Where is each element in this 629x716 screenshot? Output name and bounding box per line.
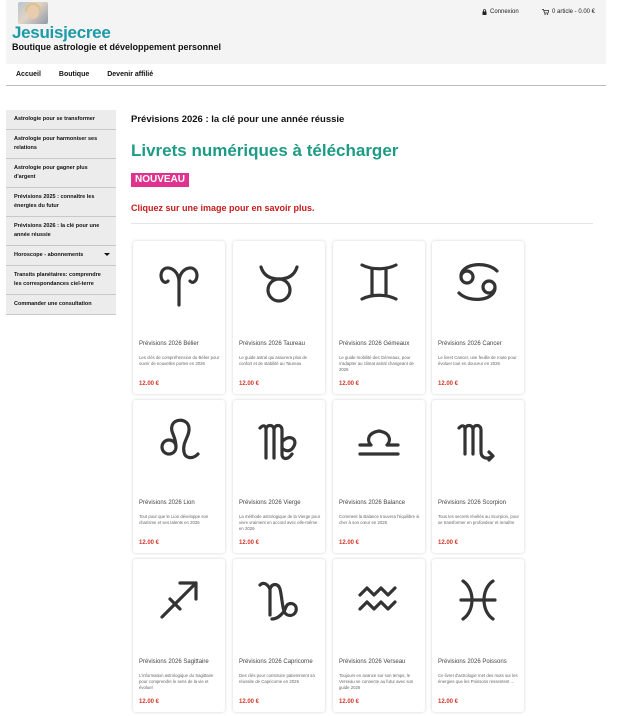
product-title[interactable]: Prévisions 2026 Cancer xyxy=(438,341,502,347)
product-price: 12.00 € xyxy=(339,381,360,387)
lock-icon xyxy=(482,9,487,15)
product-title[interactable]: Prévisions 2026 Taureau xyxy=(239,341,305,347)
product-price: 12.00 € xyxy=(438,699,459,705)
product-description: Ce livret d'astrologie met des mots sur les énergies que les Poissons ressentent ... xyxy=(438,673,518,685)
taurus-icon[interactable] xyxy=(252,255,306,309)
sidebar-item-previsions-2026[interactable]: Prévisions 2026 : la clé pour une année réussie xyxy=(6,217,116,246)
product-card[interactable] xyxy=(333,241,425,394)
product-description: L'information astrologique du Sagittaire pour comprendre le sens de la vie et évoluer xyxy=(139,673,214,691)
product-description: Toujours en avance sur son temps, le Verseau se connecte au futur avec son guide 2026 xyxy=(339,673,414,691)
leo-icon[interactable] xyxy=(152,414,206,468)
pisces-icon[interactable] xyxy=(451,573,505,627)
product-description: Tout pour que le Lion développe son charisme et ses talents en 2026 xyxy=(139,514,209,526)
gemini-icon[interactable] xyxy=(352,255,406,309)
sidebar-item-transformer[interactable]: Astrologie pour se transformer xyxy=(6,110,116,130)
section-title: Livrets numériques à télécharger xyxy=(131,141,399,160)
sidebar-item-argent[interactable]: Astrologie pour gagner plus d'argent xyxy=(6,159,116,188)
product-price: 12.00 € xyxy=(139,381,160,387)
product-title[interactable]: Prévisions 2026 Capricorne xyxy=(239,659,313,665)
product-title[interactable]: Prévisions 2026 Poissons xyxy=(438,659,507,665)
product-card[interactable] xyxy=(333,400,425,553)
product-description: Comment la Balance trouvera l'équilibre si cher à son cœur en 2026 xyxy=(339,514,420,526)
product-price: 12.00 € xyxy=(438,540,459,546)
cart-link[interactable] xyxy=(542,9,595,15)
product-title[interactable]: Prévisions 2026 Lion xyxy=(139,500,195,506)
product-price: 12.00 € xyxy=(139,540,160,546)
cancer-icon[interactable] xyxy=(451,255,505,309)
nav-item-accueil[interactable]: Accueil xyxy=(16,71,41,78)
aquarius-icon[interactable] xyxy=(352,573,406,627)
site-tagline: Boutique astrologie et développement personnel xyxy=(12,42,222,52)
product-description: Tous les secrets révélés au Scorpion, pour se transformer en profondeur et renaître xyxy=(438,514,519,526)
product-card[interactable] xyxy=(233,559,325,712)
product-card[interactable] xyxy=(133,400,225,553)
product-card[interactable] xyxy=(233,400,325,553)
site-header xyxy=(6,0,606,64)
product-title[interactable]: Prévisions 2026 Bélier xyxy=(139,341,199,347)
product-card[interactable] xyxy=(432,559,524,712)
product-description: Le livret Cancer, une feuille de route pour évoluer tout en douceur en 2026 xyxy=(438,355,517,367)
product-card[interactable] xyxy=(233,241,325,394)
sagittarius-icon[interactable] xyxy=(152,573,206,627)
category-sidebar xyxy=(6,110,116,315)
nav-item-boutique[interactable]: Boutique xyxy=(58,71,90,78)
sidebar-item-consultation[interactable]: Commander une consultation xyxy=(6,295,116,315)
sidebar-item-transits[interactable]: Transits planétaires: comprendre les correspondances ciel-terre xyxy=(6,266,116,295)
sidebar-item-relations[interactable]: Astrologie pour harmoniser ses relations xyxy=(6,130,116,159)
product-title[interactable]: Prévisions 2026 Balance xyxy=(339,500,406,506)
product-price: 12.00 € xyxy=(339,540,360,546)
product-price: 12.00 € xyxy=(438,381,459,387)
product-description: Le guide astral qui assurera plus de confort et de stabilité au Taureau xyxy=(239,355,308,367)
product-price: 12.00 € xyxy=(139,699,160,705)
new-badge: NOUVEAU xyxy=(131,173,189,187)
product-card[interactable] xyxy=(432,241,524,394)
aries-icon[interactable] xyxy=(152,255,206,309)
avatar[interactable] xyxy=(18,2,48,24)
sidebar-item-previsions-2025[interactable]: Prévisions 2025 : connaître les énergies du futur xyxy=(6,188,116,217)
product-price: 12.00 € xyxy=(239,699,260,705)
libra-icon[interactable] xyxy=(352,414,406,468)
caret-down-icon[interactable] xyxy=(104,253,110,256)
capricorn-icon[interactable] xyxy=(252,573,306,627)
product-price: 12.00 € xyxy=(339,699,360,705)
page-title: Prévisions 2026 : la clé pour une année réussie xyxy=(131,114,345,125)
product-card[interactable] xyxy=(432,400,524,553)
divider xyxy=(131,223,593,224)
product-description: Le guide mobilité des Gémeaux, pour s'adapter au climat astral changeant de 2026 xyxy=(339,355,414,373)
site-name[interactable]: Jesuisjecree xyxy=(12,23,111,42)
nav-item-devenir-affilie[interactable]: Devenir affilié xyxy=(107,71,154,78)
product-title[interactable]: Prévisions 2026 Vierge xyxy=(239,500,301,506)
product-price: 12.00 € xyxy=(239,381,260,387)
sidebar-item-horoscope[interactable] xyxy=(6,246,116,266)
cart-icon xyxy=(542,9,549,15)
product-card[interactable] xyxy=(133,241,225,394)
product-description: Des clés pour construire patiemment sa réussite de Capricorne en 2026 xyxy=(239,673,315,685)
product-description: La méthode astrologique de la Vierge pour vivre vraiment en accord avec elle-même en 2026 xyxy=(239,514,321,532)
scorpio-icon[interactable] xyxy=(451,414,505,468)
product-card[interactable] xyxy=(133,559,225,712)
cart-label: 0 article - 0.00 € xyxy=(552,9,596,15)
instruction-text: Cliquez sur une image pour en savoir plus. xyxy=(131,203,315,213)
product-title[interactable]: Prévisions 2026 Scorpion xyxy=(438,500,507,506)
product-description: Les clés de compréhension du Bélier pour ouvrir de nouvelles portes en 2026 xyxy=(139,355,220,367)
product-price: 12.00 € xyxy=(239,540,260,546)
virgo-icon[interactable] xyxy=(252,414,306,468)
main-nav xyxy=(6,64,606,86)
sidebar-item-label: Horoscope - abonnements xyxy=(14,252,84,258)
product-title[interactable]: Prévisions 2026 Gémeaux xyxy=(339,341,410,347)
product-title[interactable]: Prévisions 2026 Sagittaire xyxy=(139,659,209,665)
login-link[interactable] xyxy=(482,9,519,15)
product-card[interactable] xyxy=(333,559,425,712)
login-label: Connexion xyxy=(490,9,519,15)
product-title[interactable]: Prévisions 2026 Verseau xyxy=(339,659,406,665)
